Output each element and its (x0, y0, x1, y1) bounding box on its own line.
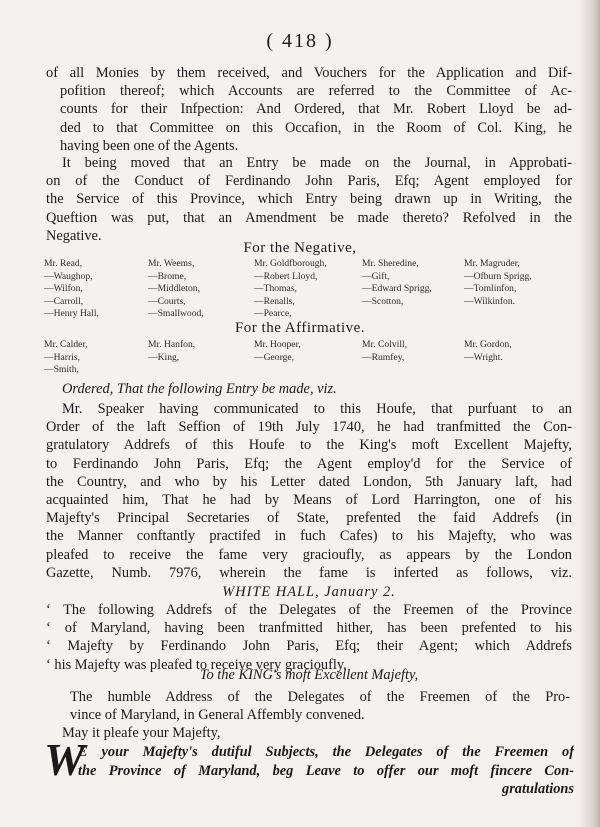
member-name: —Brome, (148, 270, 187, 282)
text-line: to Ferdinando John Paris, Efq; the Agent employ'd for the Service of (46, 455, 572, 472)
member-name: —Courts, (148, 295, 186, 307)
member-name: —Pearce, (254, 308, 292, 320)
member-name: Mr. Goldfborough, (254, 258, 327, 269)
member-name: —Smith, (44, 364, 79, 376)
member-name: —Wright. (464, 351, 503, 363)
member-name: —Thomas, (254, 283, 297, 295)
member-name: Mr. Magruder, (464, 258, 520, 269)
paragraph-accounts (46, 64, 572, 155)
text-line: of all Monies by them received, and Vouchers for the Application and Dif- (46, 65, 572, 81)
member-name: —Harris, (44, 351, 80, 363)
text-line: the Country, and who by his Letter dated London, 5th January laft, had (46, 473, 572, 490)
text-line: ‘ his Majefty was pleafed to receive very gracioufly. (46, 656, 347, 673)
text-line: counts for their Infpection: And Ordered, that Mr. Robert Lloyd be ad- (60, 101, 572, 118)
text-line: ‘ Majefty by Ferdinando John Paris, Efq; their Agent; which Addrefs (46, 638, 572, 655)
text-line: To the KING's moft Excellent Majefty, (199, 667, 419, 683)
member-name: —Henry Hall, (44, 308, 99, 320)
address-salutation (46, 666, 572, 684)
member-name: —Wilfon, (44, 283, 83, 295)
text-line: ‘ of Maryland, having been tranfmitted hither, has been prefented to his (46, 620, 572, 637)
member-name: —Smallwood, (148, 308, 204, 320)
text-line: acquainted him, That he had by Means of Lord Harrington, one of his (46, 492, 572, 509)
text-line: pofition thereof; which Accounts are referred to the Committee of Ac- (60, 83, 572, 100)
member-name: —Scotton, (362, 295, 404, 307)
member-name: Mr. Gordon, (464, 339, 512, 350)
member-name: —Ofburn Sprigg, (464, 270, 532, 282)
member-name: —Tomlinfon, (464, 283, 517, 295)
member-name: —Middleton, (148, 283, 200, 295)
member-name: Mr. Hanfon, (148, 339, 196, 350)
text-line: Ordered, That the following Entry be made, viz. (62, 381, 337, 397)
text-line: Queftion was put, that an Amendment be made thereto? Refolved in the (46, 209, 572, 226)
affirmative-names (44, 339, 584, 379)
ordered-entry (46, 380, 572, 398)
member-name: Mr. Colvill, (362, 339, 408, 350)
member-name: —Waughop, (44, 270, 93, 282)
text-line: Majefty's Principal Secretaries of State, prefented the faid Addrefs (in (46, 510, 572, 527)
gazette-quote (46, 601, 572, 674)
member-name: —Wilkinfon. (464, 295, 516, 307)
names-column (464, 258, 532, 308)
negative-heading: For the Negative, (243, 240, 357, 256)
text-line: WHITE HALL, January 2. (222, 584, 396, 600)
text-line: on of the Conduct of Ferdinando John Paris, Efq; Agent employed for (46, 173, 572, 190)
text-line: the Service of this Province, which Entry being drawn up in Writing, the (46, 191, 572, 208)
affirmative-heading: For the Affirmative. (234, 320, 366, 336)
address-opening (78, 743, 574, 799)
member-name: Mr. Hooper, (254, 339, 301, 350)
text-line: Gazette, Numb. 7976, wherein the fame is inferted as follows, viz. (46, 564, 572, 581)
member-name: Mr. Read, (44, 258, 83, 269)
member-name: Mr. Calder, (44, 339, 88, 350)
names-column (254, 258, 327, 321)
humble-address (70, 688, 570, 724)
text-line: ded to that Committee on this Occafion, in the Room of Col. King, he (60, 119, 572, 136)
text-line: gratulations (502, 781, 574, 797)
names-column (464, 339, 512, 364)
text-line: May it pleafe your Majefty, (62, 725, 221, 741)
text-line: the Manner conftantly practifed in fuch Cafes) to his Majefty, who was (46, 528, 572, 545)
member-name: Mr. Weems, (148, 258, 195, 269)
page-number: ( 418 ) (266, 30, 334, 52)
text-line: Negative. (46, 227, 102, 244)
ornate-initial-w: W (44, 734, 85, 785)
text-line: It being moved that an Entry be made on the Journal, in Approbati- (62, 155, 572, 171)
member-name: —George, (254, 351, 295, 363)
names-column (362, 258, 432, 308)
names-column (44, 258, 99, 321)
member-name: —Rumfey, (362, 351, 405, 363)
text-line: having been one of the Agents. (60, 137, 239, 154)
whitehall-dateline (46, 583, 572, 601)
member-name: —Robert Lloyd, (254, 270, 318, 282)
text-line: ‘ The following Addrefs of the Delegates of the Freemen of the Province (46, 602, 572, 618)
text-line: Order of the laft Seffion of 19th July 1740, he had tranfmitted the Con- (46, 419, 572, 436)
names-column (148, 258, 204, 321)
negative-names (44, 258, 584, 322)
text-line: the Province of Maryland, beg Leave to offer our moft fincere Con- (78, 762, 574, 779)
names-column (362, 339, 407, 364)
text-line: E your Majefty's dutiful Subjects, the Delegates of the Freemen of (78, 744, 574, 760)
member-name: —King, (148, 351, 180, 363)
member-name: —Edward Sprigg, (362, 283, 432, 295)
text-line: The humble Address of the Delegates of the Freemen of the Pro- (70, 689, 570, 705)
member-name: Mr. Sheredine, (362, 258, 419, 269)
member-name: —Carroll, (44, 295, 84, 307)
scan-page-edge (578, 0, 600, 827)
text-line: gratulatory Addrefs of this Houfe to the King's moft Excellent Majefty, (46, 437, 572, 454)
text-line: pleafed to receive the fame very gracioufly, as appears by the London (46, 546, 572, 563)
paragraph-speaker (46, 400, 572, 582)
names-column (148, 339, 195, 364)
member-name: —Renalls, (254, 295, 295, 307)
may-it-please (46, 724, 572, 742)
text-line: Mr. Speaker having communicated to this Houfe, that purfuant to an (62, 401, 572, 417)
paragraph-motion (46, 154, 572, 245)
names-column (254, 339, 301, 364)
names-column (44, 339, 88, 377)
text-line: vince of Maryland, in General Affembly convened. (70, 707, 365, 724)
member-name: —Gift, (362, 270, 390, 282)
